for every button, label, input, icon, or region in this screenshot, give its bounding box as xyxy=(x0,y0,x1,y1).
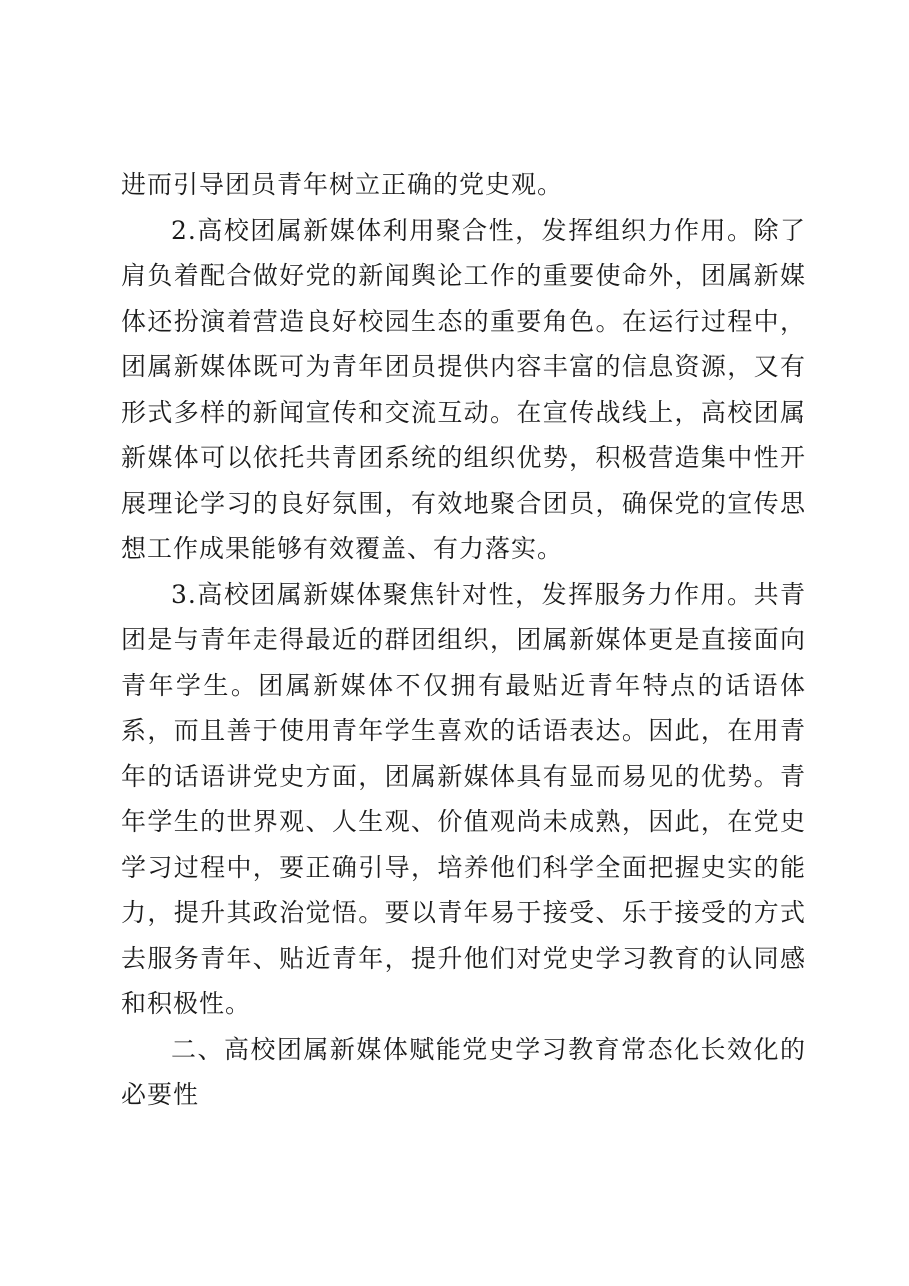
paragraph-item-2: 2.高校团属新媒体利用聚合性，发挥组织力作用。除了肩负着配合做好党的新闻舆论工作的重要使命外，团属新媒体还扮演着营造良好校园生态的重要角色。在运行过程中，团属新媒体既可为青年团员提供内容丰富的信息资源，又有形式多样的新闻宣传和交流互动。在宣传战线上，高校团属新媒体可以依托共青团系统的组织优势，积极营造集中性开展理论学习的良好氛围，有效地聚合团员，确保党的宣传思想工作成果能够有效覆盖、有力落实。 xyxy=(121,215,806,563)
paragraph-continuation: 进而引导团员青年树立正确的党史观。 xyxy=(121,170,564,199)
section-heading: 二、高校团属新媒体赋能党史学习教育常态化长效化的必要性 xyxy=(121,1034,806,1109)
paragraph-item-3: 3.高校团属新媒体聚焦针对性，发挥服务力作用。共青团是与青年走得最近的群团组织，团属新媒体更是直接面向青年学生。团属新媒体不仅拥有最贴近青年特点的话语体系，而且善于使用青年学生喜欢的话语表达。因此，在用青年的话语讲党史方面，团属新媒体具有显而易见的优势。青年学生的世界观、人生观、价值观尚未成熟，因此，在党史学习过程中，要正确引导，培养他们科学全面把握史实的能力，提升其政治觉悟。要以青年易于接受、乐于接受的方式去服务青年、贴近青年，提升他们对党史学习教育的认同感和积极性。 xyxy=(121,579,806,1018)
document-body xyxy=(121,162,806,1118)
